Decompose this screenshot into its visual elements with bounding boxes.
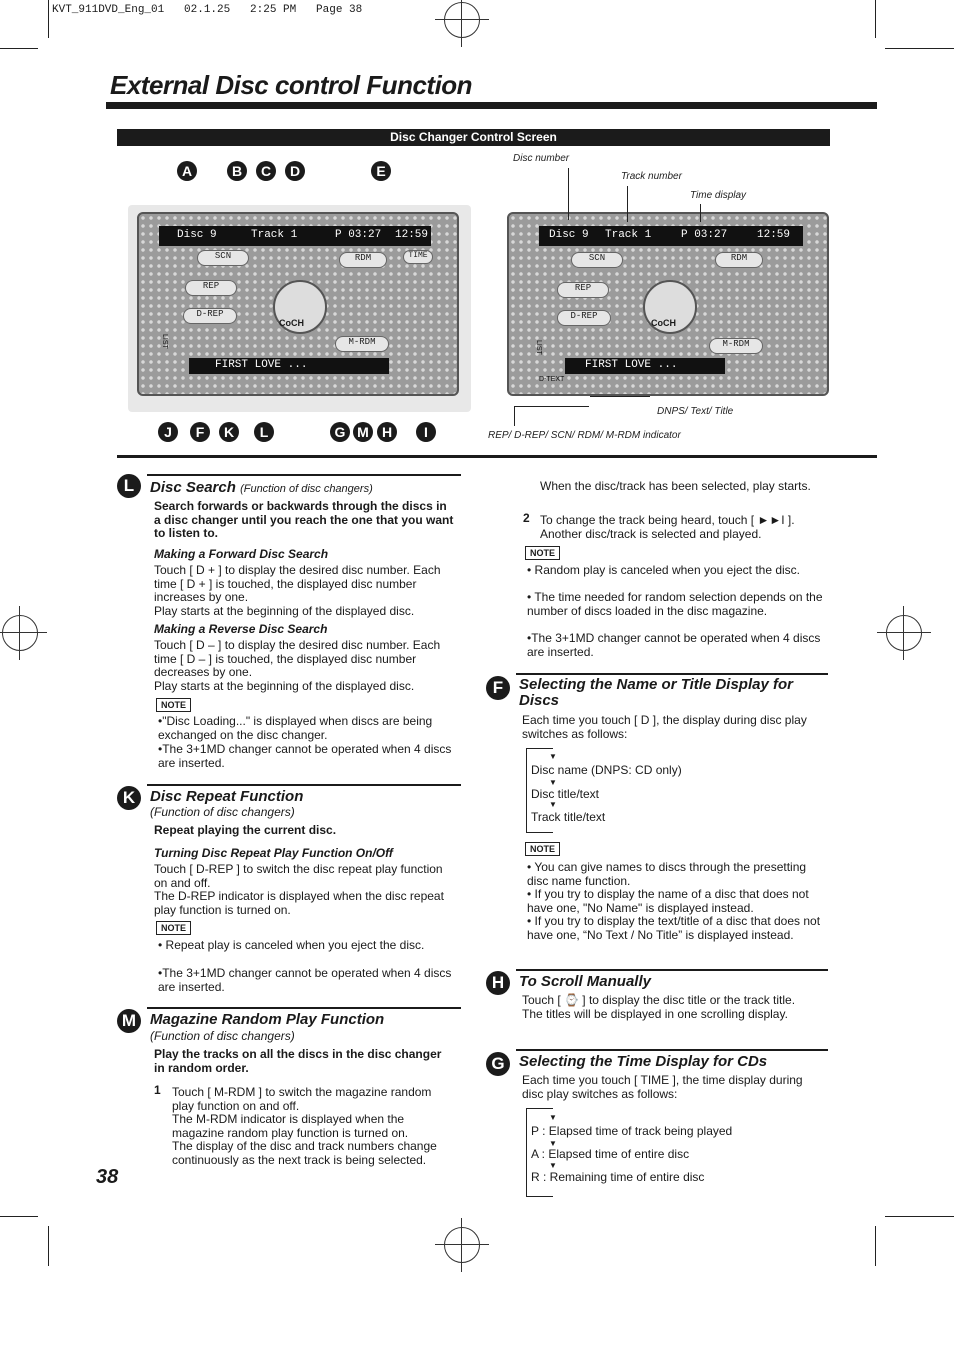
registration-mark xyxy=(444,2,480,38)
note-item: •"Disc Loading..." is displayed when discs are being exchanged on the disc changer. xyxy=(158,714,433,742)
time-display-text: Each time you touch [ TIME ], the time display during disc play switches as follows: xyxy=(522,1073,803,1101)
note-item: • If you try to display the text/title of a disc that does not have one, “No Text / No Title” is displayed instead. xyxy=(527,914,821,942)
flow-top-line xyxy=(526,1108,553,1109)
marker-f: F xyxy=(190,422,210,442)
marker-m: M xyxy=(353,422,373,442)
list-label: LIST xyxy=(161,334,168,349)
section-letter-h: H xyxy=(486,971,510,995)
time-readout: P 03:27 xyxy=(335,229,382,241)
forward-search-heading: Making a Forward Disc Search xyxy=(154,547,329,561)
caption-indicator: REP/ D-REP/ SCN/ RDM/ M-RDM indicator xyxy=(488,430,681,441)
marker-d: D xyxy=(285,161,305,181)
disc-search-lead: Search forwards or backwards through the discs in a disc changer until you reach the one that you want to listen to. xyxy=(154,499,454,540)
section-title-time-display: Selecting the Time Display for CDs xyxy=(519,1053,768,1070)
caption-disc-number: Disc number xyxy=(513,153,570,164)
crop-mark xyxy=(48,0,49,38)
marker-a: A xyxy=(177,161,197,181)
flow-step: A : Elapsed time of entire disc xyxy=(531,1147,690,1161)
section-divider xyxy=(117,455,877,458)
registration-mark xyxy=(444,1227,480,1263)
crop-mark xyxy=(885,1216,954,1217)
disc-number-readout: Disc 9 xyxy=(177,229,217,241)
crop-mark xyxy=(885,48,954,49)
step-2-text: To change the track being heard, touch [ ►►I ]. Another disc/track is selected and played. xyxy=(540,513,795,541)
flow-arrow-icon: ▼ xyxy=(549,1161,557,1170)
track-number-readout: Track 1 xyxy=(251,229,298,241)
magazine-random-lead: Play the tracks on all the discs in the disc changer in random order. xyxy=(154,1047,442,1075)
flow-top-line xyxy=(526,748,553,749)
flow-step: P : Elapsed time of track being played xyxy=(531,1124,733,1138)
note-item: • Random play is canceled when you eject the disc. xyxy=(527,563,801,577)
reverse-search-text: Touch [ D – ] to display the desired disc number. Each time [ D – ] is touched, the displayed disc number decreases by one. xyxy=(154,638,441,679)
section-rule xyxy=(516,673,828,675)
reverse-search-heading: Making a Reverse Disc Search xyxy=(154,622,328,636)
note-label: NOTE xyxy=(525,842,560,856)
dnps-title-text: FIRST LOVE ... xyxy=(215,359,308,371)
time-readout: P 03:27 xyxy=(681,229,728,241)
section-rule xyxy=(147,1007,461,1009)
step-1-text: Touch [ M-RDM ] to switch the magazine random play function on and off. xyxy=(172,1085,432,1113)
flow-arrow-icon: ▼ xyxy=(549,1113,557,1122)
note-item: • The time needed for random selection depends on the number of discs loaded in the disc magazine. xyxy=(527,590,823,618)
rdm-button[interactable]: RDM xyxy=(715,252,763,268)
title-display-bar xyxy=(189,358,389,374)
figure-banner: Disc Changer Control Screen xyxy=(117,129,830,146)
callout-line xyxy=(590,396,650,397)
section-letter-m: M xyxy=(117,1009,141,1033)
name-display-text: Each time you touch [ D ], the display during disc play switches as follows: xyxy=(522,713,807,741)
step-1-text-3: The display of the disc and track numbers change continuously as the next track is being selected. xyxy=(172,1139,437,1167)
section-letter-k: K xyxy=(117,786,141,810)
time-button[interactable]: TIME xyxy=(403,250,433,264)
title-display-bar xyxy=(565,358,725,374)
note-item: •The 3+1MD changer cannot be operated when 4 discs are inserted. xyxy=(527,631,821,659)
section-rule xyxy=(147,474,461,476)
disc-repeat-heading: Turning Disc Repeat Play Function On/Off xyxy=(154,846,393,860)
section-title-disc-repeat: Disc Repeat Function xyxy=(150,788,304,805)
section-letter-l: L xyxy=(117,474,141,498)
right-control-screen xyxy=(507,212,829,396)
section-letter-f: F xyxy=(486,676,510,700)
flow-bracket xyxy=(526,748,527,832)
section-title-disc-search: Disc Search (Function of disc changers) xyxy=(150,479,373,496)
marker-l: L xyxy=(254,422,274,442)
screen-info-bar xyxy=(539,226,803,246)
flow-bottom-line xyxy=(526,1196,553,1197)
note-item: • If you try to display the name of a disc that does not have one, "No Name" is displayed instead. xyxy=(527,887,809,915)
page-number: 38 xyxy=(96,1166,119,1188)
callout-line xyxy=(514,406,515,426)
note-label: NOTE xyxy=(156,921,191,935)
coch-label: CoCH xyxy=(279,318,304,328)
title-rule xyxy=(106,102,877,109)
crop-mark xyxy=(0,1216,38,1217)
crop-mark xyxy=(875,0,876,38)
registration-mark xyxy=(886,615,922,651)
section-rule xyxy=(516,969,828,971)
clock-readout: 12:59 xyxy=(757,229,791,241)
marker-e: E xyxy=(371,161,391,181)
crop-mark xyxy=(875,1226,876,1266)
d-rep-button[interactable]: D-REP xyxy=(557,310,611,326)
marker-h: H xyxy=(377,422,397,442)
rep-button[interactable]: REP xyxy=(557,282,609,298)
section-title-magazine-random: Magazine Random Play Function xyxy=(150,1011,385,1028)
d-rep-button[interactable]: D-REP xyxy=(183,308,237,324)
disc-repeat-subtitle: (Function of disc changers) xyxy=(150,805,295,819)
caption-track-number: Track number xyxy=(621,171,682,182)
section-title-scroll: To Scroll Manually xyxy=(519,973,651,990)
print-header: KVT_911DVD_Eng_01 02.1.25 2:25 PM Page 38 xyxy=(52,4,363,16)
marker-i: I xyxy=(416,422,436,442)
m-rdm-button[interactable]: M-RDM xyxy=(335,336,389,352)
section-rule xyxy=(147,784,461,786)
flow-arrow-icon: ▼ xyxy=(549,800,557,809)
step-1-text-2: The M-RDM indicator is displayed when the magazine random play function is turned on. xyxy=(172,1112,409,1140)
track-number-readout: Track 1 xyxy=(605,229,652,241)
flow-step: Disc name (DNPS: CD only) xyxy=(531,763,682,777)
step-number: 1 xyxy=(154,1083,161,1097)
caption-dnps: DNPS/ Text/ Title xyxy=(657,406,734,417)
scn-button[interactable]: SCN xyxy=(571,252,623,268)
scroll-text: Touch [ ⌚ ] to display the disc title or the track title. The titles will be displayed in one scrolling display. xyxy=(522,993,796,1021)
d-text-label: D-TEXT xyxy=(539,376,565,383)
forward-search-text: Touch [ D + ] to display the desired disc number. Each time [ D + ] is touched, the displayed disc number increases by one. xyxy=(154,563,441,604)
marker-k: K xyxy=(219,422,239,442)
flow-step: Track title/text xyxy=(531,810,606,824)
coch-label: CoCH xyxy=(651,318,676,328)
marker-b: B xyxy=(227,161,247,181)
caption-time-display: Time display xyxy=(690,190,747,201)
step-1-continued: When the disc/track has been selected, play starts. xyxy=(540,479,811,493)
screen-info-bar xyxy=(159,226,431,246)
flow-arrow-icon: ▼ xyxy=(549,778,557,787)
left-control-screen xyxy=(137,212,459,396)
marker-g: G xyxy=(330,422,350,442)
callout-line xyxy=(700,204,701,222)
note-item: • You can give names to discs through the presetting disc name function. xyxy=(527,860,807,888)
reverse-search-text-2: Play starts at the beginning of the displayed disc. xyxy=(154,679,415,693)
callout-line xyxy=(514,406,589,407)
callout-line xyxy=(568,168,569,220)
list-label: LIST xyxy=(535,340,542,355)
flow-arrow-icon: ▼ xyxy=(549,752,557,761)
m-rdm-button[interactable]: M-RDM xyxy=(709,338,763,354)
section-letter-g: G xyxy=(486,1052,510,1076)
disc-repeat-text: Touch [ D-REP ] to switch the disc repeat play function on and off. xyxy=(154,862,443,890)
note-item: •The 3+1MD changer cannot be operated when 4 discs are inserted. xyxy=(158,742,452,770)
callout-line xyxy=(627,186,628,222)
flow-bottom-line xyxy=(526,832,553,833)
step-number: 2 xyxy=(523,511,530,525)
dnps-title-text: FIRST LOVE ... xyxy=(585,359,678,371)
flow-step: R : Remaining time of entire disc xyxy=(531,1170,705,1184)
page-title: External Disc control Function xyxy=(110,70,473,100)
disc-repeat-text-2: The D-REP indicator is displayed when the disc repeat play function is turned on. xyxy=(154,889,444,917)
registration-mark xyxy=(2,615,38,651)
section-title-name-display: Selecting the Name or Title Display for Discs xyxy=(519,676,793,709)
note-item: •The 3+1MD changer cannot be operated when 4 discs are inserted. xyxy=(158,966,452,994)
scn-button[interactable]: SCN xyxy=(197,250,249,266)
note-label: NOTE xyxy=(156,698,191,712)
rep-button[interactable]: REP xyxy=(185,280,237,296)
forward-search-text-2: Play starts at the beginning of the displayed disc. xyxy=(154,604,415,618)
clock-readout: 12:59 xyxy=(395,229,429,241)
rdm-button[interactable]: RDM xyxy=(339,252,387,268)
note-item: • Repeat play is canceled when you eject the disc. xyxy=(158,938,425,952)
flow-arrow-icon: ▼ xyxy=(549,1139,557,1148)
magazine-random-subtitle: (Function of disc changers) xyxy=(150,1029,295,1043)
disc-repeat-lead: Repeat playing the current disc. xyxy=(154,823,337,837)
flow-bracket xyxy=(526,1108,527,1196)
marker-j: J xyxy=(158,422,178,442)
flow-step: Disc title/text xyxy=(531,787,600,801)
section-rule xyxy=(516,1049,828,1051)
note-label: NOTE xyxy=(525,546,560,560)
crop-mark xyxy=(0,48,38,49)
crop-mark xyxy=(48,1226,49,1266)
marker-c: C xyxy=(256,161,276,181)
disc-number-readout: Disc 9 xyxy=(549,229,589,241)
